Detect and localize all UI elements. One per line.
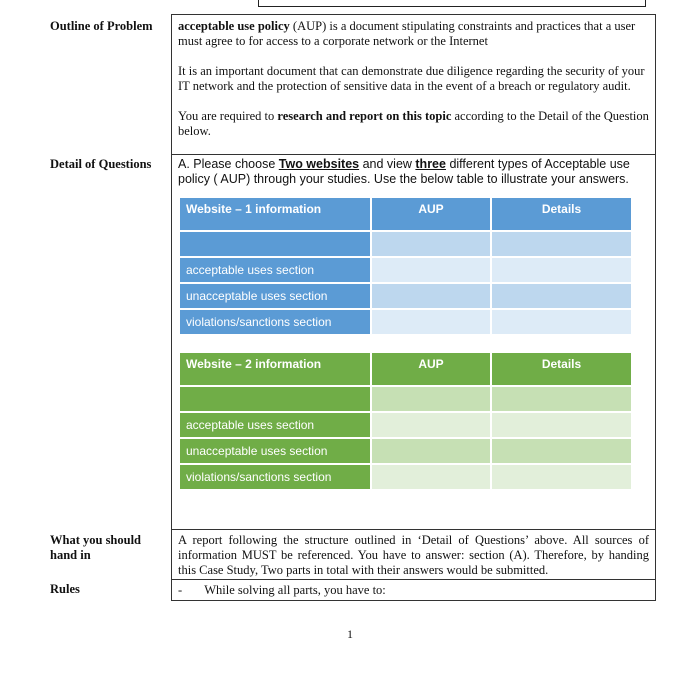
aup-cell <box>372 387 490 411</box>
details-cell <box>492 232 631 256</box>
rules-text: While solving all parts, you have to: <box>204 583 386 597</box>
details-cell <box>492 258 631 282</box>
row-label: unacceptable uses section <box>180 439 370 463</box>
aup-cell <box>372 310 490 334</box>
aup-header: AUP <box>372 353 490 385</box>
outline-paragraph-1: acceptable use policy (AUP) is a document stipulating constraints and practices that a user must agree to for access to a corporate network or the Internet <box>178 19 636 48</box>
aup-cell <box>372 258 490 282</box>
table-header-row <box>180 353 631 385</box>
outline-cell <box>171 14 656 155</box>
aup-cell <box>372 232 490 256</box>
website-2-table <box>178 351 633 491</box>
table-row <box>180 232 631 256</box>
table-row <box>180 413 631 437</box>
outline-paragraph-3: You are required to research and report on this topic according to the Detail of the Question below. <box>178 109 649 138</box>
aup-cell <box>372 413 490 437</box>
website-1-header: Website – 1 information <box>180 198 370 230</box>
detail-label: Detail of Questions <box>50 157 152 171</box>
handin-label: What you should hand in <box>50 533 142 562</box>
aup-cell <box>372 439 490 463</box>
outline-paragraph-2: It is an important document that can demonstrate due diligence regarding the security of your IT network and the protection of sensitive data in the event of a breach or regulatory audit. <box>178 64 645 93</box>
rules-bullet: - <box>178 583 183 597</box>
details-cell <box>492 387 631 411</box>
table-row <box>180 439 631 463</box>
details-cell <box>492 310 631 334</box>
row-label: violations/sanctions section <box>180 310 370 334</box>
row-label: acceptable uses section <box>180 413 370 437</box>
row-label <box>180 387 370 411</box>
table-row <box>180 465 631 489</box>
details-header: Details <box>492 353 631 385</box>
details-cell <box>492 284 631 308</box>
details-cell <box>492 465 631 489</box>
rules-cell <box>171 579 656 601</box>
table-row <box>180 310 631 334</box>
row-label: unacceptable uses section <box>180 284 370 308</box>
table-row <box>180 284 631 308</box>
website-1-table <box>178 196 633 336</box>
aup-cell <box>372 465 490 489</box>
details-cell <box>492 439 631 463</box>
aup-header: AUP <box>372 198 490 230</box>
aup-cell <box>372 284 490 308</box>
row-label: violations/sanctions section <box>180 465 370 489</box>
row-label: acceptable uses section <box>180 258 370 282</box>
table-row <box>180 258 631 282</box>
details-cell <box>492 413 631 437</box>
row-label <box>180 232 370 256</box>
details-header: Details <box>492 198 631 230</box>
detail-instructions: A. Please choose Two websites and view three different types of Acceptable use policy ( AUP) through your studies. Use the below table to illustrate your answers. <box>178 157 630 186</box>
rules-label: Rules <box>50 582 80 596</box>
table-header-row <box>180 198 631 230</box>
handin-cell <box>171 529 656 580</box>
website-2-header: Website – 2 information <box>180 353 370 385</box>
handin-text: A report following the structure outlined in ‘Detail of Questions’ above. All sources of information MUST be referenced. You have to answer: section (A). Therefore, by handing this Case Study, Two parts in total with their answers would be submitted. <box>178 533 649 577</box>
page-number: 1 <box>347 627 353 641</box>
table-row <box>180 387 631 411</box>
previous-table-border <box>258 0 646 7</box>
outline-label: Outline of Problem <box>50 19 153 33</box>
